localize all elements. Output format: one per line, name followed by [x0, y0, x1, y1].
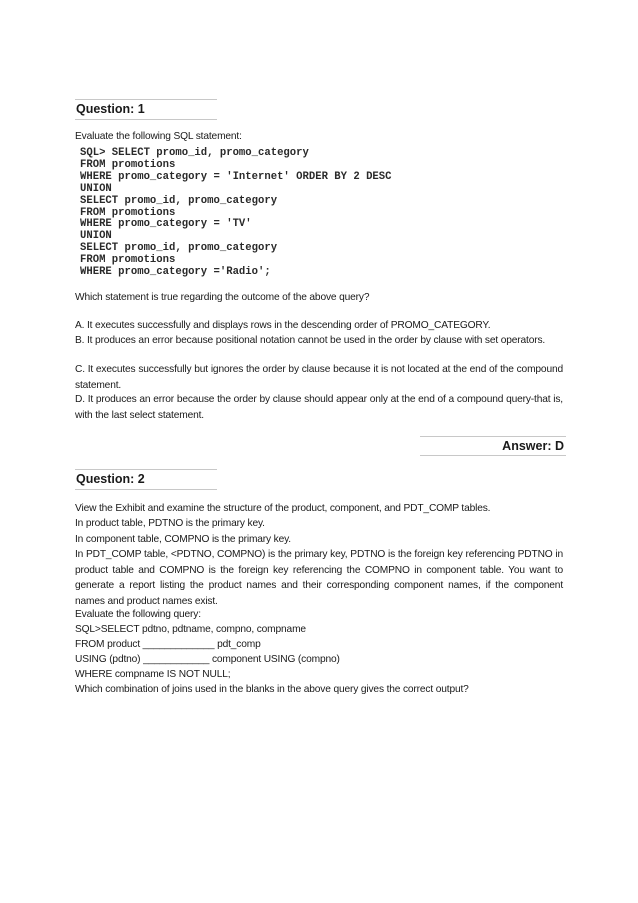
code-line: SELECT promo_id, promo_category: [80, 242, 278, 255]
q2-query-line: USING (pdtno) ____________ component USING (compno): [75, 654, 340, 665]
q2-line: In component table, COMPNO is the primary key.: [75, 534, 291, 545]
q2-line: View the Exhibit and examine the structure of the product, component, and PDT_COMP tables.: [75, 503, 491, 514]
code-line: WHERE promo_category = 'Internet' ORDER BY 2 DESC: [80, 170, 392, 183]
q2-query-line: SQL>SELECT pdtno, pdtname, compno, compname: [75, 624, 306, 635]
code-line: FROM promotions: [80, 206, 176, 219]
code-line: SQL> SELECT promo_id, promo_category: [80, 147, 309, 159]
sql-code-block: [80, 147, 392, 290]
q2-prompt: Which combination of joins used in the blanks in the above query gives the correct output?: [75, 684, 469, 695]
option-d: D. It produces an error because the order by clause should appear only at the end of a compound query-that is, with the last select statement.: [75, 394, 563, 421]
q2-paragraph: In PDT_COMP table, <PDTNO, COMPNO) is the primary key, PDTNO is the foreign key referencing PDTNO in product table and COMPNO is the foreign key referencing the COMPNO in component table. You want to generate a report listing the product names and their corresponding component names, if the component names and product names exist.: [75, 549, 563, 607]
code-line: UNION: [80, 182, 112, 195]
option-c: C. It executes successfully but ignores the order by clause because it is not located at the end of the compound statement.: [75, 364, 563, 391]
question-1-title: Question: 1: [76, 102, 145, 116]
question-1-prompt: Which statement is true regarding the outcome of the above query?: [75, 292, 370, 303]
code-line: SELECT promo_id, promo_category: [80, 194, 278, 207]
code-line: WHERE promo_category = 'TV': [80, 218, 252, 231]
question-2-title: Question: 2: [76, 472, 145, 486]
q2-query-line: FROM product _____________ pdt_comp: [75, 639, 261, 650]
answer-box: [420, 436, 566, 456]
code-line: FROM promotions: [80, 158, 176, 171]
question-1-heading: [75, 99, 217, 120]
question-2-heading: [75, 469, 217, 490]
code-line: FROM promotions: [80, 254, 176, 267]
code-line: WHERE promo_category ='Radio';: [80, 266, 271, 279]
answer-label: Answer: D: [502, 439, 564, 453]
q2-line: In product table, PDTNO is the primary key.: [75, 518, 265, 529]
q2-query-line: WHERE compname IS NOT NULL;: [75, 669, 231, 680]
question-1-intro: Evaluate the following SQL statement:: [75, 131, 242, 142]
q2-line: Evaluate the following query:: [75, 609, 201, 620]
code-line: UNION: [80, 230, 112, 243]
option-b: B. It produces an error because positional notation cannot be used in the order by clause with set operators.: [75, 335, 546, 346]
option-a: A. It executes successfully and displays rows in the descending order of PROMO_CATEGORY.: [75, 320, 491, 331]
